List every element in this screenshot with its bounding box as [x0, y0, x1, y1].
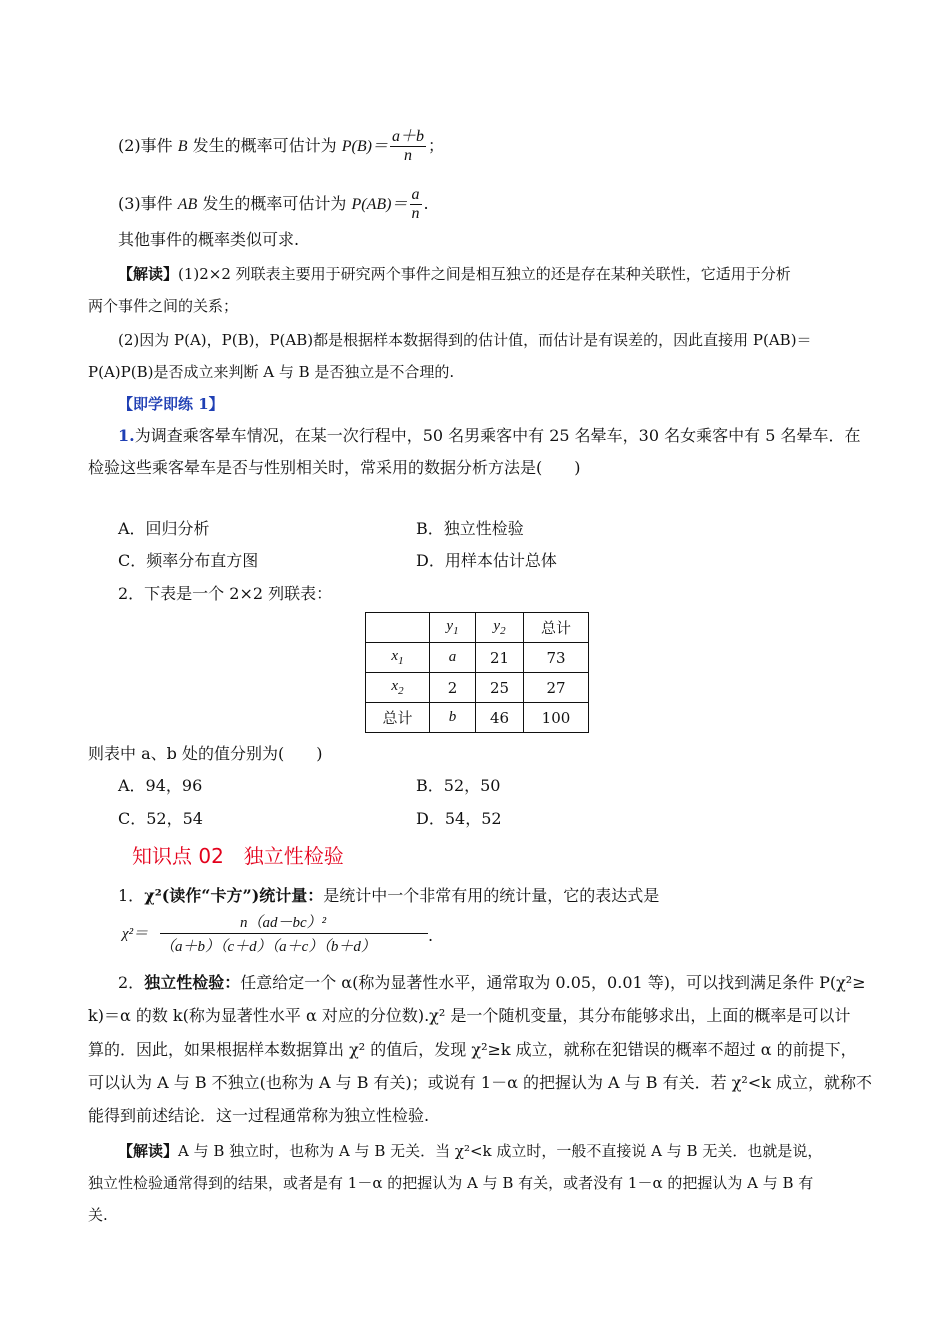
text: A 与 B 独立时，也称为 A 与 B 无关．当 χ²<k 成立时，一般不直接说 A 与 B 无关．也就是说， — [178, 1142, 823, 1160]
formula-denominator: （a＋b）（c＋d）（a＋c）（b＋d） — [160, 939, 376, 955]
chi-item2-line5: 能得到前述结论．这一过程通常称为独立性检验. — [88, 1106, 430, 1125]
prob-ab-line — [118, 186, 429, 223]
text: (3)事件 — [118, 194, 173, 213]
q2-option-c[interactable]: C．52，54 — [118, 809, 203, 828]
table-row-header: $x_1$ — [366, 643, 430, 673]
table-row-header: 总计 — [366, 703, 430, 733]
term-label: 独立性检验： — [144, 973, 241, 992]
q2-option-d[interactable]: D．54，52 — [416, 809, 502, 828]
chi-item2-line4: 可以认为 A 与 B 不独立(也称为 A 与 B 有关)；或说有 1－α 的把握认为 A 与 B 有关．若 χ²<k 成立，就称不 — [88, 1073, 872, 1092]
table-cell: 73 — [524, 643, 589, 673]
q1-line2: 检验这些乘客晕车是否与性别相关时，常采用的数据分析方法是( ) — [88, 458, 581, 477]
text: (1)2×2 列联表主要用于研究两个事件之间是相互独立的还是存在某种关联性，它适用于分析 — [178, 265, 791, 283]
practice-title: 【即学即练 1】 — [118, 395, 224, 413]
event-label: AB — [177, 196, 198, 213]
jiedu2-line3: 关. — [88, 1206, 108, 1224]
text: (2)事件 — [118, 136, 173, 155]
formula-lhs: P(B)＝ — [341, 138, 388, 155]
fraction-bar — [160, 933, 428, 934]
table-row — [366, 643, 589, 673]
term-label: χ²(读作“卡方”)统计量： — [144, 886, 324, 905]
q2-option-a[interactable]: A．94，96 — [118, 776, 203, 795]
fraction-denominator: n — [403, 147, 412, 164]
formula-lhs: P(AB)＝ — [351, 196, 408, 213]
text: 发生的概率可估计为 — [202, 194, 347, 213]
table-cell: 21 — [476, 643, 524, 673]
table-row — [366, 673, 589, 703]
table-cell: b — [430, 703, 476, 733]
table-header-row — [366, 613, 589, 643]
fraction — [390, 128, 426, 165]
table-row — [366, 703, 589, 733]
table-cell: 46 — [476, 703, 524, 733]
table-header-cell: $y_1$ — [430, 613, 476, 643]
jiedu1-line1 — [118, 264, 791, 284]
jiedu2-line2: 独立性检验通常得到的结果，或者是有 1－α 的把握认为 A 与 B 有关，或者没有 1－α 的把握认为 A 与 B 有 — [88, 1174, 814, 1192]
section-heading: 知识点 02 独立性检验 — [132, 844, 344, 868]
text: 发生的概率可估计为 — [192, 136, 337, 155]
text: ； — [427, 136, 444, 155]
fraction-numerator: a＋b — [391, 128, 424, 145]
q1-option-a[interactable]: A．回归分析 — [118, 519, 210, 538]
table-row-header: $x_2$ — [366, 673, 430, 703]
fraction — [410, 186, 422, 223]
chi-item1 — [118, 886, 659, 906]
table-cell: 27 — [524, 673, 589, 703]
text: 任意给定一个 α(称为显著性水平，通常取为 0.05，0.01 等)，可以找到满足条件 P(χ²≥ — [240, 973, 866, 992]
item-number: 1． — [118, 886, 145, 905]
text: 是统计中一个非常有用的统计量，它的表达式是 — [323, 886, 660, 905]
fraction-denominator: n — [411, 205, 420, 222]
fraction-numerator: a — [411, 186, 420, 203]
chi-item2-line3: 算的．因此，如果根据样本数据算出 χ² 的值后，发现 χ²≥k 成立，就称在犯错误的概率不超过 α 的前提下， — [88, 1040, 857, 1059]
q2-option-b[interactable]: B．52，50 — [416, 776, 501, 795]
question-number: 1. — [118, 426, 135, 445]
event-label: B — [177, 138, 188, 155]
q1-option-c[interactable]: C．频率分布直方图 — [118, 551, 259, 570]
jiedu1-line4: P(A)P(B)是否成立来判断 A 与 B 是否独立是不合理的. — [88, 363, 455, 381]
text: . — [428, 926, 434, 945]
jiedu1-line2: 两个事件之间的关系； — [88, 297, 239, 315]
other-events-text: 其他事件的概率类似可求. — [118, 230, 300, 249]
table-cell — [366, 613, 430, 643]
formula-numerator: n（ad－bc）² — [240, 915, 327, 931]
q2-intro: 2．下表是一个 2×2 列联表： — [118, 584, 333, 603]
table-cell: 100 — [524, 703, 589, 733]
chi-item2-line1 — [118, 973, 866, 993]
text: . — [423, 194, 429, 213]
table-header-cell: $y_2$ — [476, 613, 524, 643]
q2-question: 则表中 a、b 处的值分别为( ) — [88, 744, 323, 763]
text: 为调查乘客晕车情况，在某一次行程中，50 名男乘客中有 25 名晕车，30 名女乘客中有 5 名晕车．在 — [134, 426, 861, 445]
table-cell: a — [430, 643, 476, 673]
formula-lhs: χ²＝ — [122, 926, 149, 942]
jiedu2-line1 — [118, 1141, 822, 1161]
jiedu-tag: 【解读】 — [118, 1142, 179, 1160]
jiedu-tag: 【解读】 — [118, 265, 179, 283]
chi-item2-line2: k)＝α 的数 k(称为显著性水平 α 对应的分位数).χ² 是一个随机变量，其分布能够求出，上面的概率是可以计 — [88, 1006, 851, 1025]
jiedu1-line3: (2)因为 P(A)，P(B)，P(AB)都是根据样本数据得到的估计值，而估计是有误差的，因此直接用 P(AB)＝ — [118, 331, 812, 349]
q1-option-b[interactable]: B．独立性检验 — [416, 519, 524, 538]
q1-option-d[interactable]: D．用样本估计总体 — [416, 551, 557, 570]
prob-b-line — [118, 128, 444, 165]
table-header-cell: 总计 — [524, 613, 589, 643]
q1-line1 — [118, 426, 860, 446]
item-number: 2． — [118, 973, 145, 992]
contingency-table — [365, 612, 589, 733]
table-cell: 25 — [476, 673, 524, 703]
table-cell: 2 — [430, 673, 476, 703]
